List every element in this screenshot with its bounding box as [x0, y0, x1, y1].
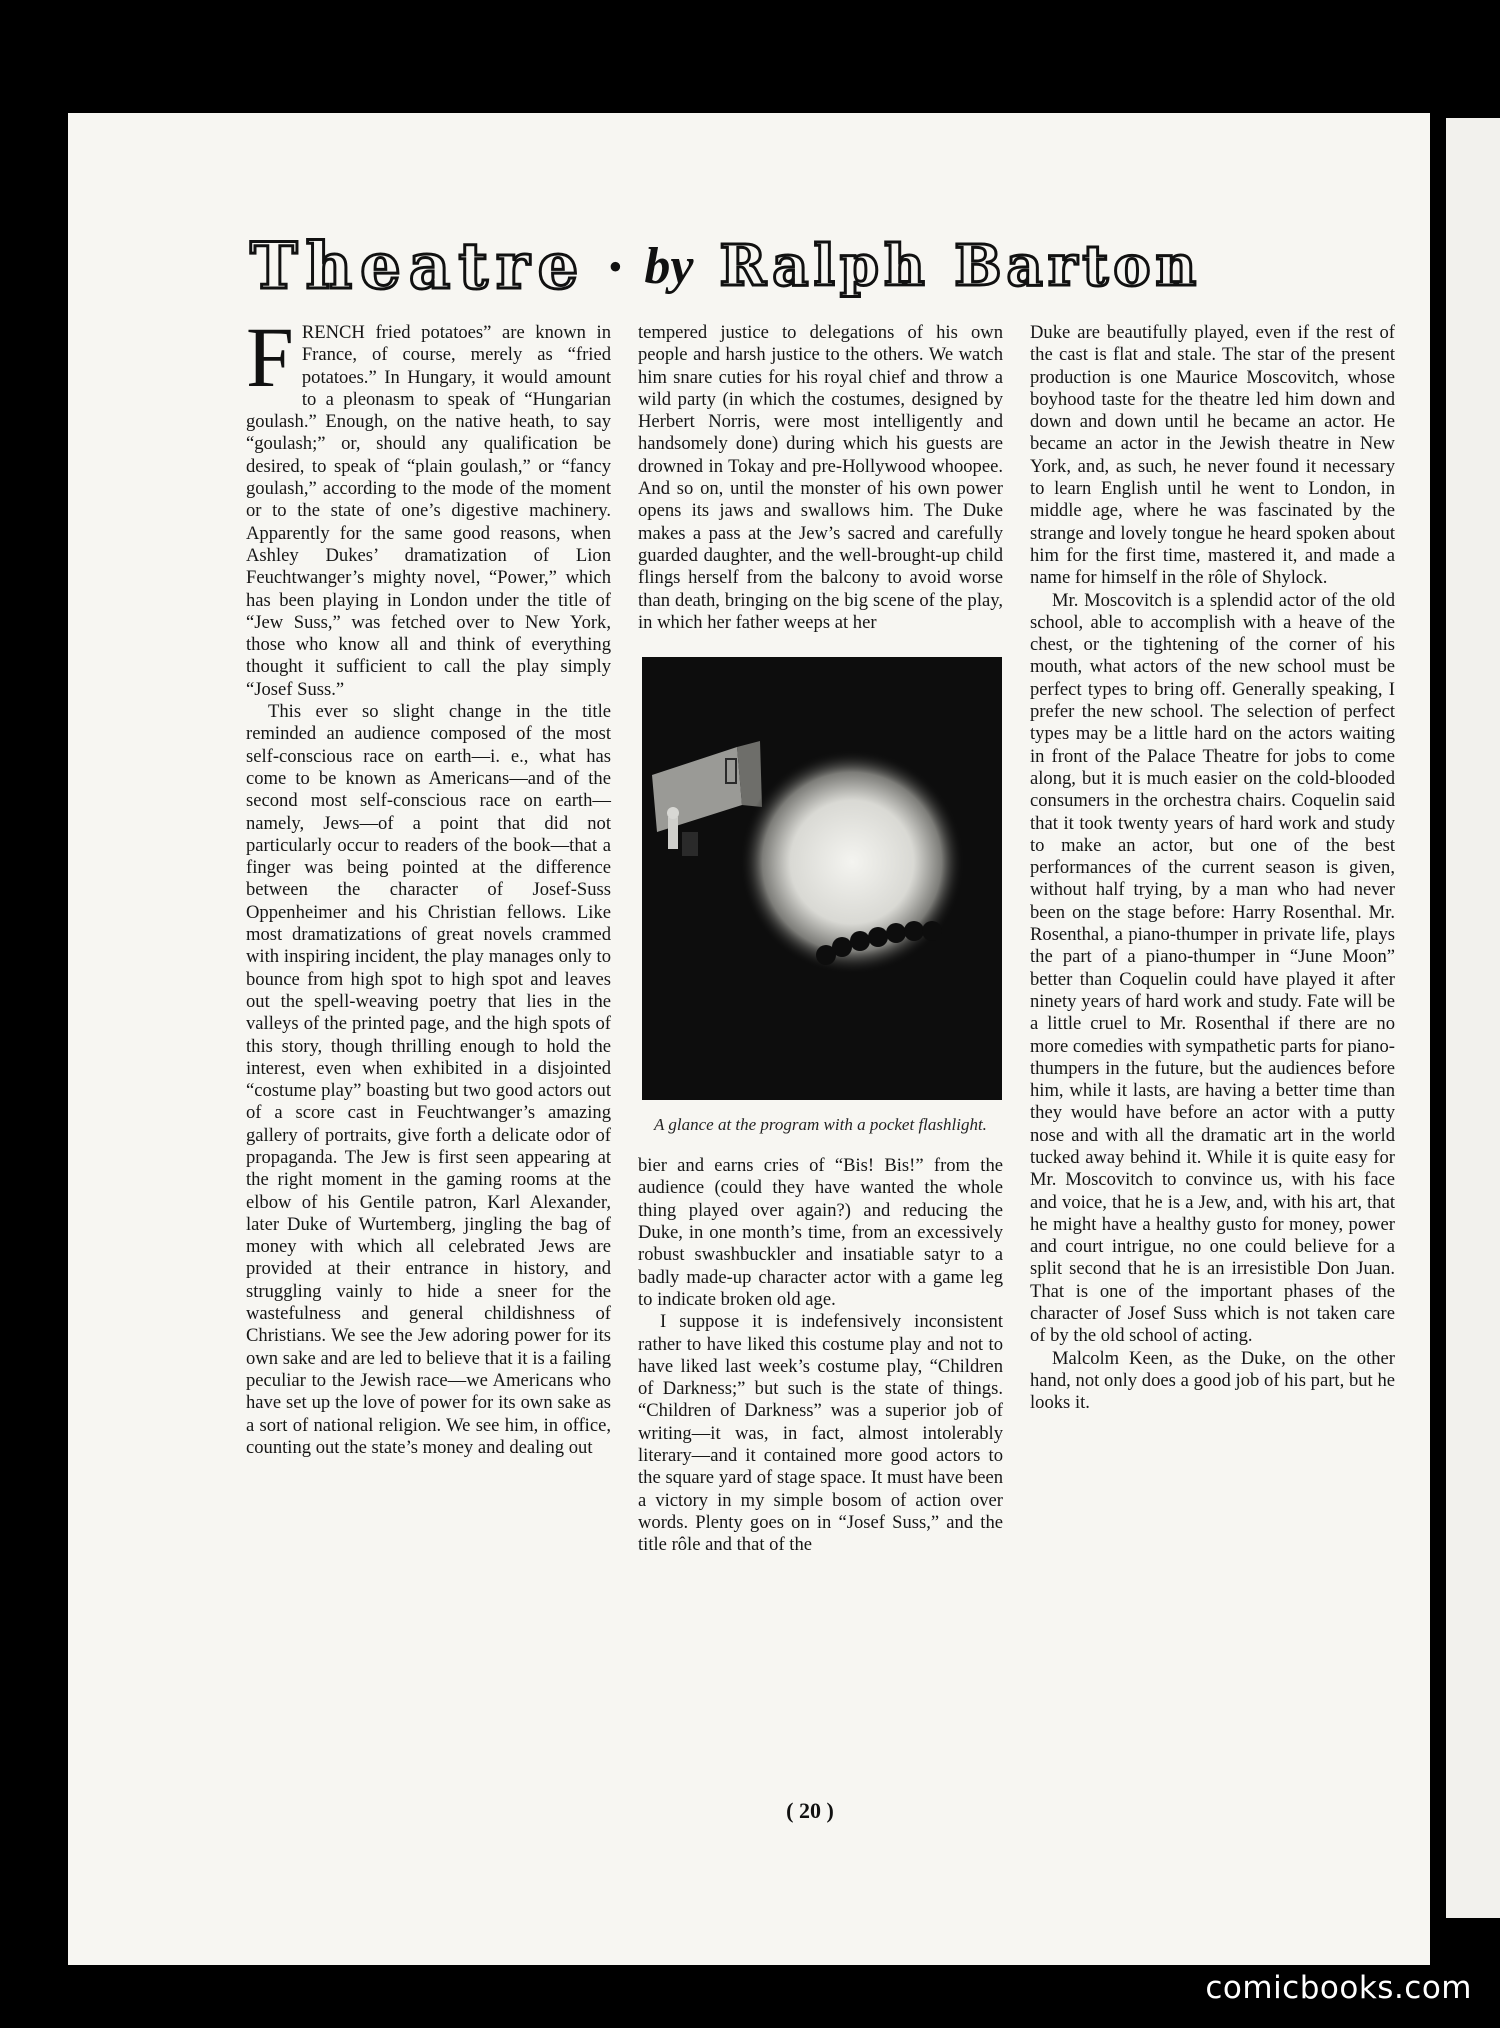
facing-page-edge — [1446, 118, 1500, 1918]
article-paragraph — [246, 309, 611, 701]
headline-byline: by — [644, 237, 694, 295]
article-paragraph: Duke are beautifully played, even if the rest of the cast is flat and stale. The star of the present production is one Maurice Moscovitch, whose boyhood taste for the theatre led him down and down and down until he became an actor. He became an actor in the Jewish theatre in New York, and, as such, he never found it necessary to learn English until he went to London, in middle age, where he was fascinated by the strange and lovely tongue he heard spoken about him for the first time, mastered it, and made a name for himself in the rôle of Shylock. — [1030, 322, 1395, 589]
flashlight-photo-illustration — [642, 657, 1002, 1100]
article-headline — [250, 230, 1360, 302]
article-column-3 — [1030, 322, 1395, 1415]
article-column-1 — [246, 309, 611, 1459]
article-paragraph: Mr. Moscovitch is a splendid actor of the old school, able to accomplish with a heave of the chest, or the tightening of the corner of his mouth, what actors of the new school must be perfect types to bring off. Generally speaking, I prefer the new school. The selection of perfect types may be a little hard on the actors waiting in front of the Palace Theatre for jobs to come along, but it is much easier on the cold-blooded consumers in the orchestra chairs. Coquelin said that it took twenty years of hard work and study to make an actor, but one of the best performances of the current season is given, without half trying, by a man who had never been on the stage before: Harry Rosenthal. Mr. Rosenthal, a piano-thumper in private life, plays the part of a piano-thumper in “June Moon” better than Coquelin could have played it after ninety years of hard work and study. Fate will be a little cruel to Mr. Rosenthal if there are no more comedies with sympathetic parts for piano-thumpers in the future, but the audiences before him, while it lasts, are having a better time than they would have before an actor with a putty nose and with all the dramatic art in the world tucked away behind it. While it is quite easy for Mr. Moscovitch to convince us, with his face and voice, that he is a Jew, and, with his art, that he might have a healthy gusto for money, power and court intrigue, no one could believe for a split second that he is an irresistible Don Juan. That is one of the important phases of the character of Josef Suss which is not taken care of by the old school of acting. — [1030, 589, 1395, 1347]
drop-cap: F — [246, 309, 294, 405]
paragraph-text: RENCH fried potatoes” are known in France, of course, merely as “fried potatoes.” In Hungary, it would amount to a pleonasm to speak of “Hungarian goulash.” Enough, on the native heath, to say “goulash;” or, should any qualification be desired, to speak of “plain goulash,” or “fancy goulash,” according to the mode of the moment or to the state of one’s digestive machinery. Apparently for the same good reasons, when Ashley Dukes’ dramatization of Lion Feuchtwanger’s mighty novel, “Power,” which has been playing in London under the title of “Jew Suss,” was fetched over to New York, those who know all and think of everything thought it sufficient to call the play simply “Josef Suss.” — [246, 322, 611, 700]
headline-author: Ralph Barton — [719, 233, 1202, 299]
article-paragraph: Malcolm Keen, as the Duke, on the other hand, not only does a good job of his part, but he looks it. — [1030, 1347, 1395, 1414]
page-number: ( 20 ) — [786, 1798, 834, 1823]
headline-separator: • — [608, 243, 623, 289]
article-column-2 — [638, 322, 1003, 1557]
article-paragraph: tempered justice to delegations of his own people and harsh justice to the others. We watch him snare cuties for his royal chief and throw a wild party (in which the costumes, designed by Herbert Norris, were most intelligently and handsomely done) during which his guests are drowned in Tokay and pre-Hollywood whoopee. And so on, until the monster of his own power opens its jaws and swallows him. The Duke makes a pass at the Jew’s sacred and carefully guarded daughter, and the well-brought-up child flings herself from the balcony to avoid worse than death, bringing on the big scene of the play, in which her father weeps at her — [638, 322, 1003, 633]
headline-title: Theatre — [250, 228, 587, 304]
photo-caption: A glance at the program with a pocket flashlight. — [654, 1115, 987, 1135]
article-paragraph: This ever so slight change in the title reminded an audience composed of the most self-conscious race on earth—i. e., what has come to be known as Americans—and of the second most self-conscious race on earth—namely, Jews—of a point that did not particularly occur to readers of the book—that a finger was being pointed at the difference between the character of Josef-Suss Oppenheimer and his Christian fellows. Like most dramatizations of great novels crammed with inspiring incident, the play manages only to bounce from high spot to high spot and leaves out the spell-weaving poetry that lies in the valleys of the printed page, and the high spots of this story, though thrilling enough to hold the interest, even when exhibited in a disjointed “costume play” boasting but two good actors out of a score cast in Feuchtwanger’s amazing gallery of portraits, give forth a delicate odor of propaganda. The Jew is first seen appearing at the right moment in the gaming rooms at the elbow of his Gentile patron, Karl Alexander, later Duke of Wurtemberg, jingling the bag of money with which all celebrated Jews are provided at their entrance in history, and struggling vainly to hide a sneer for the wastefulness and general childishness of Christians. We see the Jew adoring power for its own sake and are led to believe that it is a failing peculiar to the Jewish race—we Americans who have set up the love of power for its own sake as a sort of national religion. We see him, in office, counting out the state’s money and dealing out — [246, 701, 611, 1458]
article-paragraph: bier and earns cries of “Bis! Bis!” from the audience (could they have wanted the whole thing played over again?) and reducing the Duke, in one month’s time, from an excessively robust swashbuckler and insatiable satyr to a badly made-up character actor with a game leg to indicate broken old age. — [638, 1155, 1003, 1310]
site-watermark: comicbooks.com — [1205, 1970, 1472, 2006]
article-paragraph: I suppose it is indefensively inconsistent rather to have liked this costume play and not to have liked last week’s costume play, “Children of Darkness;” but such is the state of things. “Children of Darkness” was a superior job of writing—it was, in fact, almost intolerably literary—and it contained more good actors to the square yard of stage space. It must have been a victory in my simple bosom of action over words. Plenty goes on in “Josef Suss,” and the title rôle and that of the — [638, 1311, 1003, 1556]
theatre-photograph — [642, 657, 1002, 1100]
